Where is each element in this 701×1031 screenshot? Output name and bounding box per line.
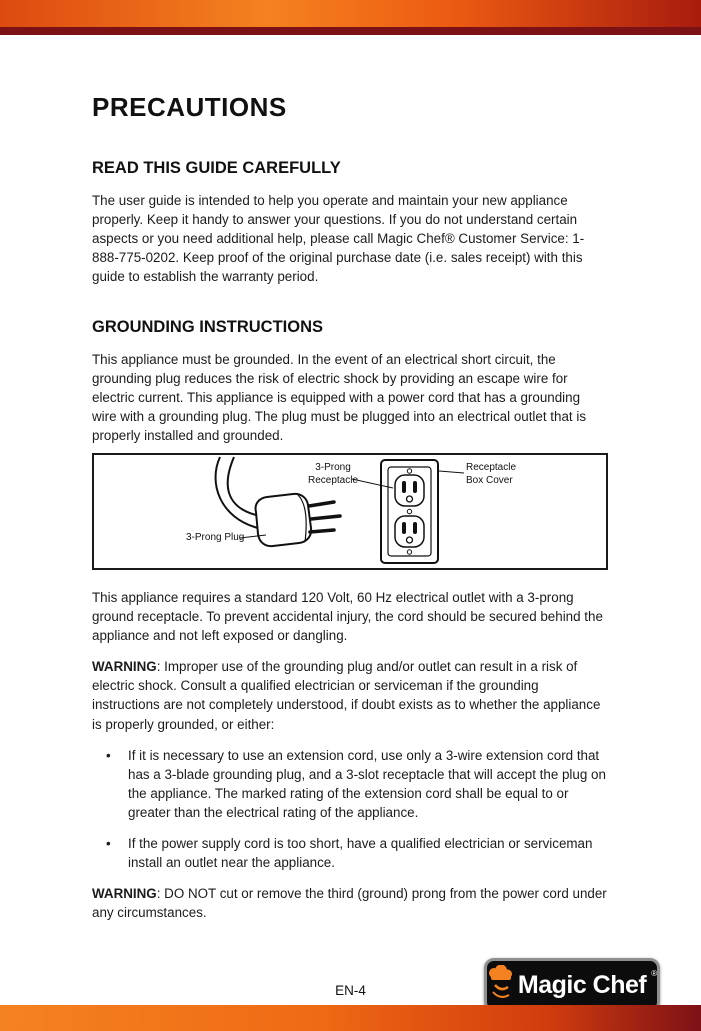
paragraph-read-guide: The user guide is intended to help you operate and maintain your new appliance properly. Keep it handy to answer your questions. If you do not understand certain aspects or you need additional help, please call Magic Chef® Customer Service: 1-888-775-0202. Keep proof of the original purchase date (i.e. sales receipt) with this guide to establish the warranty period. <box>92 193 585 285</box>
warning-label: WARNING <box>92 659 157 675</box>
page-content <box>92 34 608 934</box>
page-title: PRECAUTIONS <box>92 92 287 122</box>
top-gradient-bar <box>0 0 701 27</box>
magic-chef-logo <box>484 958 660 1012</box>
list-item-extension-cord <box>92 746 608 822</box>
label-3-prong-receptacle: 3-Prong Receptacle <box>307 462 359 487</box>
paragraph-grounding: This appliance must be grounded. In the event of an electrical short circuit, the grounding plug reduces the risk of electric shock by providing an escape wire for electric current. This appliance is equipped with a power cord that has a grounding wire with a grounding plug. The plug must be plugged into an electrical outlet that is properly installed and grounded. <box>92 352 587 444</box>
warning-improper-use <box>92 657 608 733</box>
bullet-text: If the power supply cord is too short, have a qualified electrician or serviceman install an outlet near the appliance. <box>128 835 593 870</box>
bullet-marker: • <box>106 747 111 763</box>
label-receptacle-box-cover: Receptacle Box Cover <box>466 462 517 487</box>
logo-registered-mark: ® <box>651 969 658 978</box>
logo-text: Magic Chef <box>517 970 647 999</box>
list-item-cord-too-short <box>92 834 608 872</box>
warning-text: : DO NOT cut or remove the third (ground) prong from the power cord under any circumstances. <box>92 885 607 920</box>
section-heading-read-guide: READ THIS GUIDE CAREFULLY <box>92 159 341 177</box>
paragraph-outlet-requirements: This appliance requires a standard 120 Volt, 60 Hz electrical outlet with a 3-prong ground receptacle. To prevent accidental injury, the cord should be secured behind the appliance and not left exposed or dangling. <box>92 590 603 644</box>
chef-icon <box>487 965 513 1006</box>
warning-do-not-cut <box>92 884 608 922</box>
bullet-marker: • <box>106 835 111 851</box>
footer-page-number: EN-4 <box>335 983 366 998</box>
warning-label: WARNING <box>92 885 157 901</box>
warning-text: : Improper use of the grounding plug and/or outlet can result in a risk of electric shock. Consult a qualified electrician or serviceman if the grounding instructions are not completely understood, if doubt exists as to whether the appliance is properly grounded, or either: <box>92 659 601 732</box>
bullet-text: If it is necessary to use an extension cord, use only a 3-wire extension cord that has a 3-blade grounding plug, and a 3-slot receptacle that will accept the plug on the appliance. The marked rating of the extension cord shall be equal to or greater than the electrical rating of the appliance. <box>128 747 606 820</box>
section-heading-grounding: GROUNDING INSTRUCTIONS <box>92 318 323 337</box>
label-3-prong-plug: 3-Prong Plug <box>186 532 245 544</box>
bottom-gradient-bar <box>0 1005 701 1031</box>
grounding-figure <box>92 453 608 570</box>
